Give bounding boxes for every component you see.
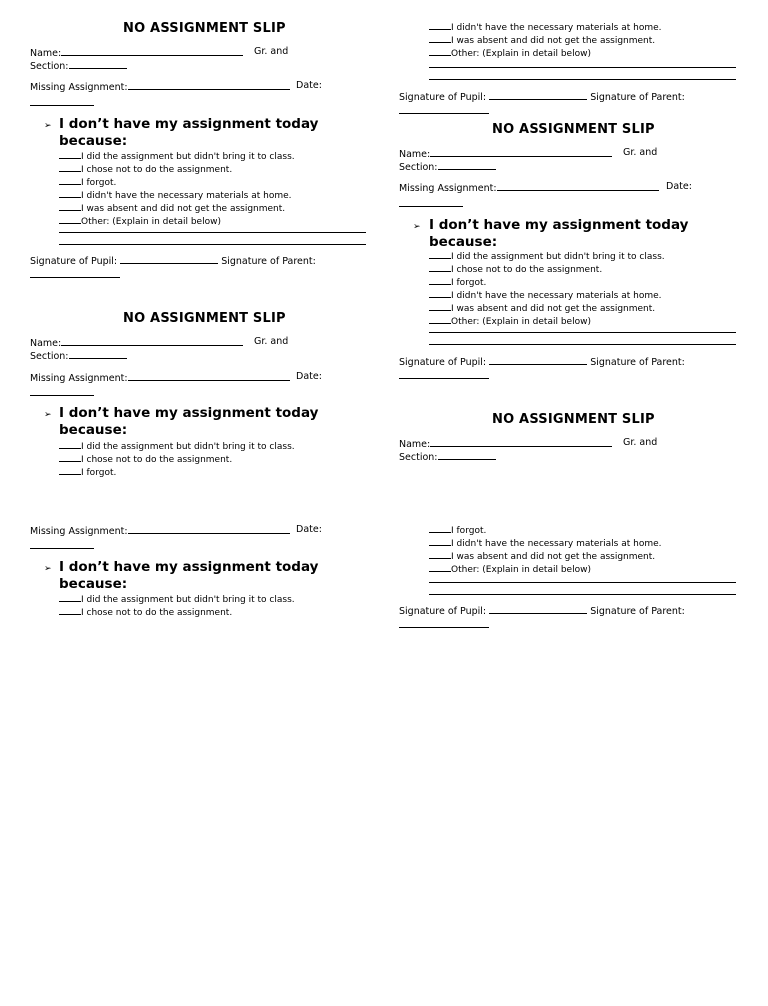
reason-heading-line-1: I don’t have my assignment today xyxy=(429,217,689,233)
date-blank[interactable] xyxy=(30,386,94,396)
arrowhead-bullet-icon: ➢ xyxy=(413,222,421,232)
name-blank[interactable] xyxy=(61,336,243,346)
option-blank[interactable] xyxy=(429,276,451,285)
option-blank[interactable] xyxy=(59,202,81,211)
pupil-signature-blank[interactable] xyxy=(120,254,218,264)
parent-signature-label: Signature of Parent: xyxy=(590,357,685,368)
option-item[interactable] xyxy=(59,176,295,189)
option-item[interactable] xyxy=(59,453,295,466)
option-text: I didn't have the necessary materials at home. xyxy=(451,23,662,33)
section-blank[interactable] xyxy=(69,59,127,69)
missing-assignment-line xyxy=(30,80,290,93)
option-blank[interactable] xyxy=(429,302,451,311)
signature-line xyxy=(399,355,685,368)
option-blank[interactable] xyxy=(429,537,451,546)
reason-heading-line-2: because: xyxy=(429,234,498,250)
reason-heading xyxy=(59,116,318,150)
option-item[interactable] xyxy=(429,302,665,315)
reason-heading-line-1: I don’t have my assignment today xyxy=(59,116,319,132)
option-item[interactable] xyxy=(429,276,665,289)
pupil-signature-blank[interactable] xyxy=(489,355,587,365)
parent-signature-label: Signature of Parent: xyxy=(221,256,316,267)
option-item[interactable] xyxy=(429,263,665,276)
option-text: I chose not to do the assignment. xyxy=(81,165,233,175)
section-line xyxy=(30,59,127,72)
date-label: Date: xyxy=(296,371,322,382)
parent-signature-label: Signature of Parent: xyxy=(590,92,685,103)
option-item[interactable] xyxy=(59,606,295,619)
option-item[interactable] xyxy=(429,550,662,563)
parent-signature-blank[interactable] xyxy=(399,369,489,379)
pupil-signature-blank[interactable] xyxy=(489,90,587,100)
missing-assignment-line xyxy=(30,524,290,537)
slip-title: NO ASSIGNMENT SLIP xyxy=(492,122,655,137)
option-text: Other: (Explain in detail below) xyxy=(451,565,591,575)
option-text: I did the assignment but didn't bring it to class. xyxy=(451,252,665,262)
option-text: I did the assignment but didn't bring it to class. xyxy=(81,152,295,162)
option-blank[interactable] xyxy=(429,250,451,259)
option-blank[interactable] xyxy=(59,466,81,475)
name-blank[interactable] xyxy=(61,46,243,56)
option-text: I did the assignment but didn't bring it to class. xyxy=(81,595,295,605)
name-blank[interactable] xyxy=(430,437,612,447)
slip-title: NO ASSIGNMENT SLIP xyxy=(123,21,286,36)
reason-heading-line-2: because: xyxy=(59,133,128,149)
parent-signature-label: Signature of Parent: xyxy=(590,606,685,617)
signature-line xyxy=(30,254,316,267)
reason-heading xyxy=(59,559,318,593)
reason-heading-line-2: because: xyxy=(59,576,128,592)
option-text: I was absent and did not get the assignment. xyxy=(451,36,656,46)
missing-assignment-label: Missing Assignment: xyxy=(30,526,128,537)
section-line xyxy=(399,160,496,173)
arrowhead-bullet-icon: ➢ xyxy=(44,121,52,131)
name-label: Name: xyxy=(399,439,431,450)
section-label: Section: xyxy=(399,452,438,463)
option-blank[interactable] xyxy=(59,189,81,198)
missing-assignment-blank[interactable] xyxy=(128,80,290,90)
option-blank[interactable] xyxy=(59,593,81,602)
reason-heading-line-1: I don’t have my assignment today xyxy=(59,559,319,575)
reason-heading xyxy=(429,217,688,251)
missing-assignment-blank[interactable] xyxy=(128,524,290,534)
name-line xyxy=(399,437,612,450)
option-blank[interactable] xyxy=(59,163,81,172)
name-label: Name: xyxy=(30,48,62,59)
explanation-line[interactable] xyxy=(429,79,736,80)
option-item[interactable] xyxy=(429,21,662,34)
explanation-line[interactable] xyxy=(429,332,736,333)
name-line xyxy=(30,46,243,59)
option-text: Other: (Explain in detail below) xyxy=(81,217,221,227)
pupil-signature-label: Signature of Pupil: xyxy=(30,256,118,267)
option-list xyxy=(429,250,665,328)
pupil-signature-label: Signature of Pupil: xyxy=(399,606,487,617)
option-item[interactable] xyxy=(59,163,295,176)
option-item[interactable] xyxy=(59,189,295,202)
name-line xyxy=(30,336,243,349)
option-text: I was absent and did not get the assignment. xyxy=(451,552,656,562)
section-line xyxy=(399,450,496,463)
name-line xyxy=(399,147,612,160)
option-text: Other: (Explain in detail below) xyxy=(451,49,591,59)
option-item[interactable] xyxy=(59,202,295,215)
option-item[interactable] xyxy=(429,289,665,302)
option-text: I chose not to do the assignment. xyxy=(81,455,233,465)
option-text: I chose not to do the assignment. xyxy=(451,265,603,275)
pupil-signature-blank[interactable] xyxy=(489,604,587,614)
option-list xyxy=(59,150,295,228)
option-list xyxy=(429,21,662,60)
date-label: Date: xyxy=(296,524,322,535)
arrowhead-bullet-icon: ➢ xyxy=(44,410,52,420)
option-item[interactable] xyxy=(59,466,295,479)
missing-assignment-label: Missing Assignment: xyxy=(30,373,128,384)
option-blank[interactable] xyxy=(59,215,81,224)
option-list xyxy=(59,593,295,619)
parent-signature-blank[interactable] xyxy=(399,618,489,628)
option-item[interactable] xyxy=(59,215,295,228)
option-item[interactable] xyxy=(429,250,665,263)
option-list xyxy=(429,524,662,576)
missing-assignment-blank[interactable] xyxy=(128,371,290,381)
section-label: Section: xyxy=(399,162,438,173)
missing-assignment-line xyxy=(399,181,659,194)
option-blank[interactable] xyxy=(59,440,81,449)
option-blank[interactable] xyxy=(59,453,81,462)
option-item[interactable] xyxy=(429,34,662,47)
option-text: I was absent and did not get the assignment. xyxy=(451,304,656,314)
explanation-line[interactable] xyxy=(429,594,736,595)
date-label: Date: xyxy=(666,181,692,192)
option-text: I didn't have the necessary materials at home. xyxy=(81,191,292,201)
option-blank[interactable] xyxy=(59,150,81,159)
missing-assignment-blank[interactable] xyxy=(497,181,659,191)
date-label: Date: xyxy=(296,80,322,91)
name-blank[interactable] xyxy=(430,147,612,157)
section-blank[interactable] xyxy=(69,349,127,359)
explanation-line[interactable] xyxy=(429,582,736,583)
grade-label: Gr. and xyxy=(623,437,658,448)
explanation-line[interactable] xyxy=(429,344,736,345)
name-label: Name: xyxy=(399,149,431,160)
section-line xyxy=(30,349,127,362)
option-item[interactable] xyxy=(429,563,662,576)
option-blank[interactable] xyxy=(429,21,451,30)
option-text: Other: (Explain in detail below) xyxy=(451,317,591,327)
option-item[interactable] xyxy=(429,524,662,537)
section-blank[interactable] xyxy=(438,450,496,460)
parent-signature-blank[interactable] xyxy=(30,268,120,278)
explanation-line[interactable] xyxy=(59,232,366,233)
parent-signature-blank[interactable] xyxy=(399,104,489,114)
option-text: I forgot. xyxy=(81,468,117,478)
option-list xyxy=(59,440,295,479)
option-text: I was absent and did not get the assignment. xyxy=(81,204,286,214)
reason-heading xyxy=(59,405,318,439)
option-blank[interactable] xyxy=(429,289,451,298)
option-item[interactable] xyxy=(429,315,665,328)
option-blank[interactable] xyxy=(429,34,451,43)
missing-assignment-label: Missing Assignment: xyxy=(30,82,128,93)
option-item[interactable] xyxy=(59,150,295,163)
option-blank[interactable] xyxy=(59,606,81,615)
option-blank[interactable] xyxy=(429,47,451,56)
section-label: Section: xyxy=(30,351,69,362)
explanation-line[interactable] xyxy=(429,67,736,68)
option-blank[interactable] xyxy=(429,550,451,559)
signature-line xyxy=(399,604,685,617)
section-label: Section: xyxy=(30,61,69,72)
pupil-signature-label: Signature of Pupil: xyxy=(399,92,487,103)
grade-label: Gr. and xyxy=(254,336,289,347)
date-blank[interactable] xyxy=(399,197,463,207)
option-item[interactable] xyxy=(59,440,295,453)
slip-title: NO ASSIGNMENT SLIP xyxy=(492,412,655,427)
signature-line xyxy=(399,90,685,103)
option-blank[interactable] xyxy=(429,524,451,533)
option-text: I forgot. xyxy=(451,526,487,536)
option-blank[interactable] xyxy=(429,263,451,272)
option-text: I didn't have the necessary materials at home. xyxy=(451,539,662,549)
option-text: I didn't have the necessary materials at home. xyxy=(451,291,662,301)
missing-assignment-line xyxy=(30,371,290,384)
missing-assignment-label: Missing Assignment: xyxy=(399,183,497,194)
option-item[interactable] xyxy=(429,47,662,60)
option-blank[interactable] xyxy=(429,315,451,324)
option-text: I forgot. xyxy=(81,178,117,188)
slip-title: NO ASSIGNMENT SLIP xyxy=(123,311,286,326)
grade-label: Gr. and xyxy=(623,147,658,158)
option-item[interactable] xyxy=(59,593,295,606)
date-blank[interactable] xyxy=(30,96,94,106)
reason-heading-line-2: because: xyxy=(59,422,128,438)
option-blank[interactable] xyxy=(59,176,81,185)
name-label: Name: xyxy=(30,338,62,349)
pupil-signature-label: Signature of Pupil: xyxy=(399,357,487,368)
reason-heading-line-1: I don’t have my assignment today xyxy=(59,405,319,421)
grade-label: Gr. and xyxy=(254,46,289,57)
explanation-line[interactable] xyxy=(59,244,366,245)
date-blank[interactable] xyxy=(30,539,94,549)
option-text: I forgot. xyxy=(451,278,487,288)
arrowhead-bullet-icon: ➢ xyxy=(44,564,52,574)
section-blank[interactable] xyxy=(438,160,496,170)
option-item[interactable] xyxy=(429,537,662,550)
option-blank[interactable] xyxy=(429,563,451,572)
option-text: I did the assignment but didn't bring it to class. xyxy=(81,442,295,452)
option-text: I chose not to do the assignment. xyxy=(81,608,233,618)
